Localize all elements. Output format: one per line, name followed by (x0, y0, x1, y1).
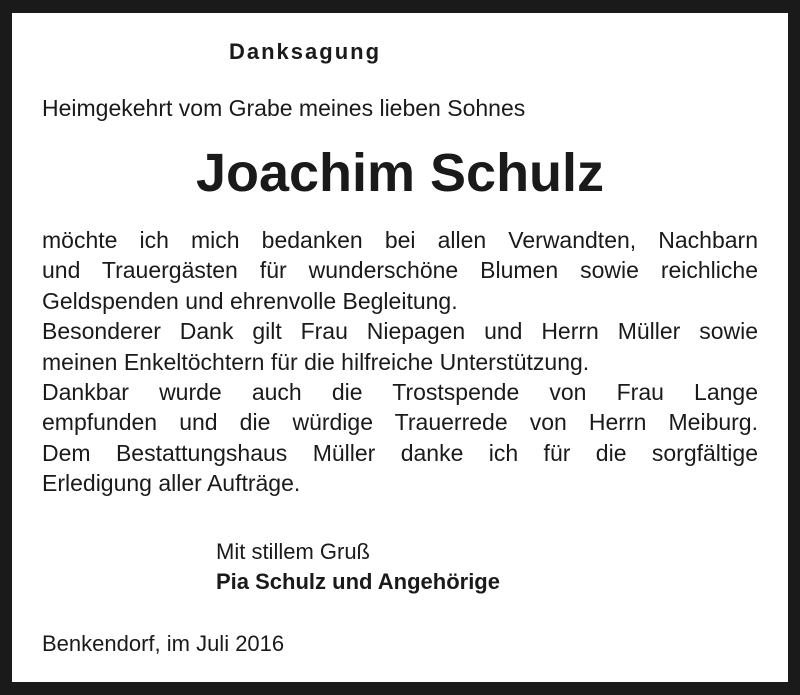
body-line: Dem Bestattungshaus Müller danke ich für die sorgfältige (42, 439, 758, 466)
signer-name: Pia Schulz und Angehörige (216, 569, 500, 594)
closing-greeting: Mit stillem Gruß (216, 539, 370, 564)
body-line: und Trauergästen für wunderschöne Blumen sowie reichliche (42, 257, 758, 284)
body-line: Besonderer Dank gilt Frau Niepagen und Herrn Müller sowie (42, 318, 758, 345)
deceased-name: Joachim Schulz (195, 143, 605, 203)
body-line: empfunden und die würdige Trauerrede von Herrn Meiburg. (42, 409, 758, 436)
notice-heading: Danksagung (228, 39, 382, 64)
intro-line: Heimgekehrt vom Grabe meines lieben Sohnes (42, 95, 526, 121)
body-line: Geldspenden und ehrenvolle Begleitung. (42, 287, 458, 314)
place-and-date: Benkendorf, im Juli 2016 (42, 631, 285, 656)
body-line: Erledigung aller Aufträge. (42, 470, 301, 497)
body-text (42, 225, 758, 499)
notice-frame (12, 13, 788, 682)
body-line: meinen Enkeltöchtern für die hilfreiche Unterstützung. (42, 348, 590, 375)
body-line: Dankbar wurde auch die Trostspende von Frau Lange (42, 378, 758, 405)
body-line: möchte ich mich bedanken bei allen Verwandten, Nachbarn (42, 227, 758, 253)
